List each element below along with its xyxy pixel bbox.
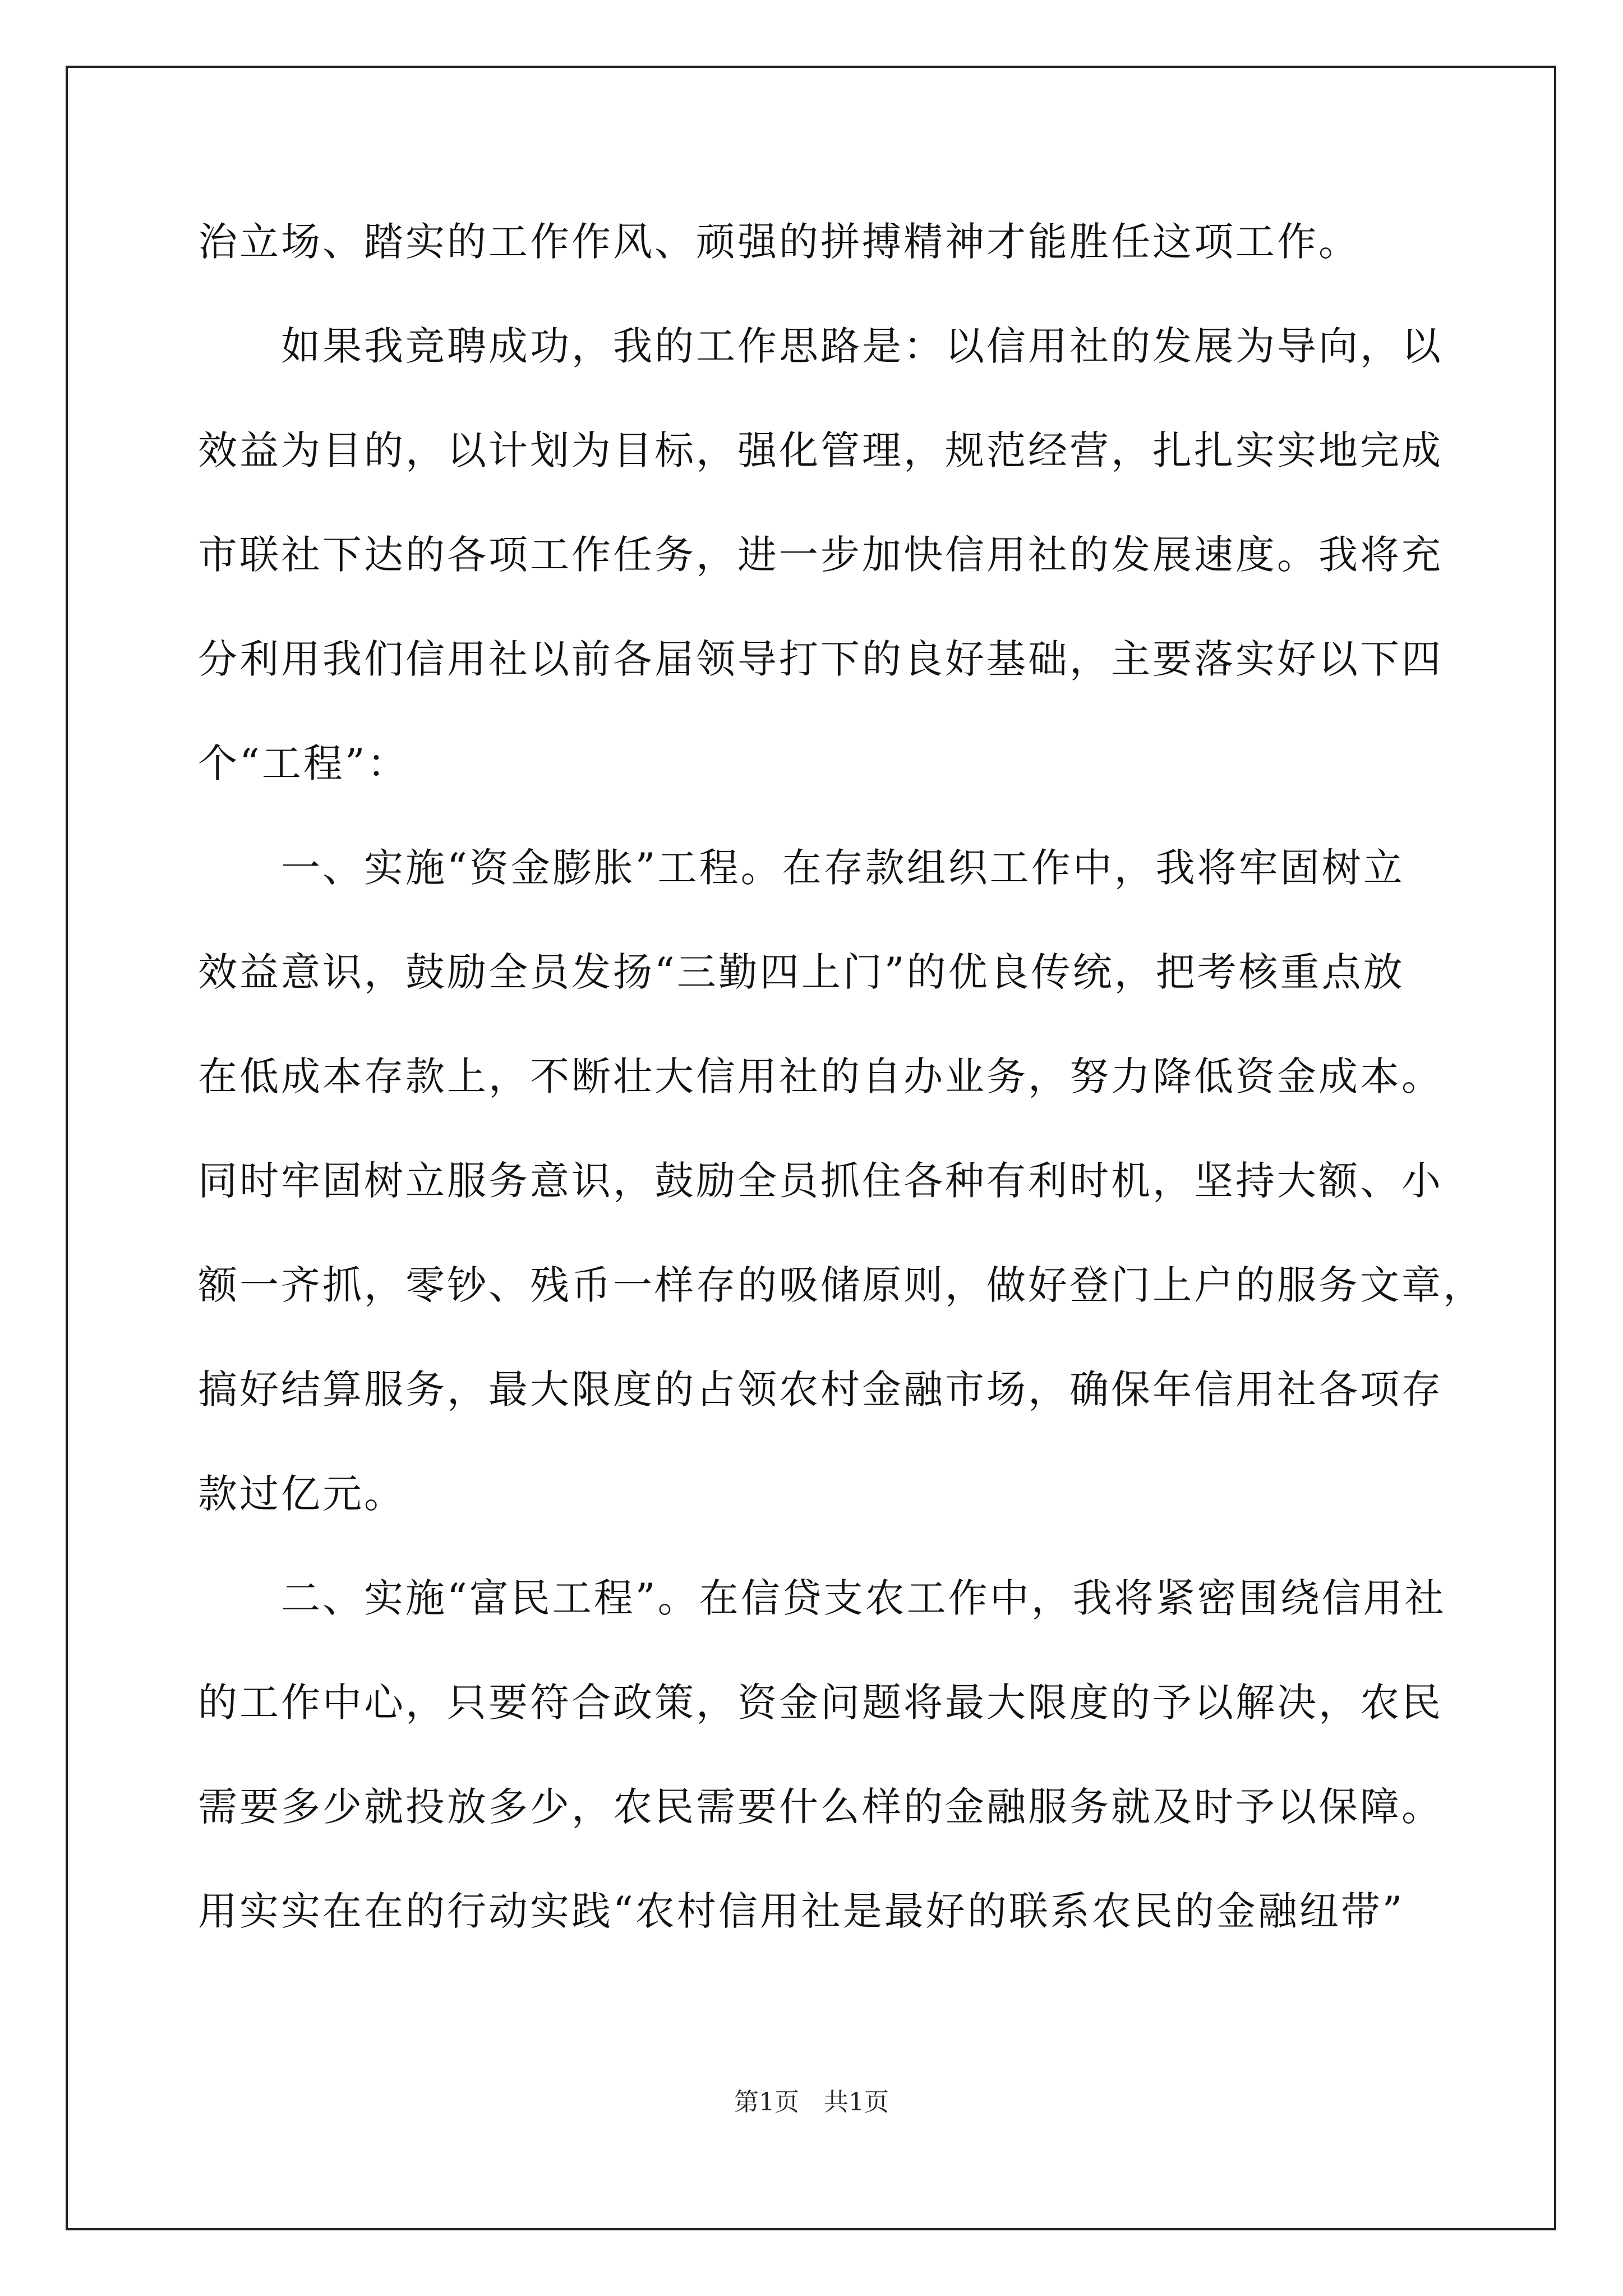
text-line: 二、实施“富民工程”。在信贷支农工作中，我将紧密围绕信用社 [198, 1575, 1446, 1621]
text-line: 在低成本存款上，不断壮大信用社的自办业务，努力降低资金成本。 [198, 1053, 1443, 1099]
page-number: 第1页 共1页 [734, 2088, 889, 2116]
text-line: 额一齐抓，零钞、残币一样存的吸储原则，做好登门上户的服务文章， [198, 1262, 1484, 1308]
text-line: 一、实施“资金膨胀”工程。在存款组织工作中，我将牢固树立 [198, 845, 1405, 891]
text-line: 的工作中心，只要符合政策，资金问题将最大限度的予以解决，农民 [198, 1680, 1443, 1726]
text-line: 市联社下达的各项工作任务，进一步加快信用社的发展速度。我将充 [198, 532, 1443, 578]
text-line: 搞好结算服务，最大限度的占领农村金融市场，确保年信用社各项存 [198, 1366, 1443, 1412]
text-line: 个“工程”： [198, 740, 409, 786]
text-line: 用实实在在的行动实践“农村信用社是最好的联系农民的金融纽带” [198, 1888, 1405, 1934]
text-line: 款过亿元。 [198, 1471, 405, 1517]
text-line: 治立场、踏实的工作作风、顽强的拼搏精神才能胜任这项工作。 [198, 219, 1360, 265]
text-line: 需要多少就投放多少，农民需要什么样的金融服务就及时予以保障。 [198, 1784, 1443, 1830]
text-line: 分利用我们信用社以前各届领导打下的良好基础，主要落实好以下四 [198, 636, 1443, 682]
text-line: 效益为目的，以计划为目标，强化管理，规范经营，扎扎实实地完成 [198, 427, 1443, 473]
text-line: 同时牢固树立服务意识，鼓励全员抓住各种有利时机，坚持大额、小 [198, 1158, 1443, 1204]
text-line: 如果我竞聘成功，我的工作思路是：以信用社的发展为导向，以 [198, 323, 1443, 369]
text-line: 效益意识，鼓励全员发扬“三勤四上门”的优良传统，把考核重点放 [198, 949, 1405, 995]
